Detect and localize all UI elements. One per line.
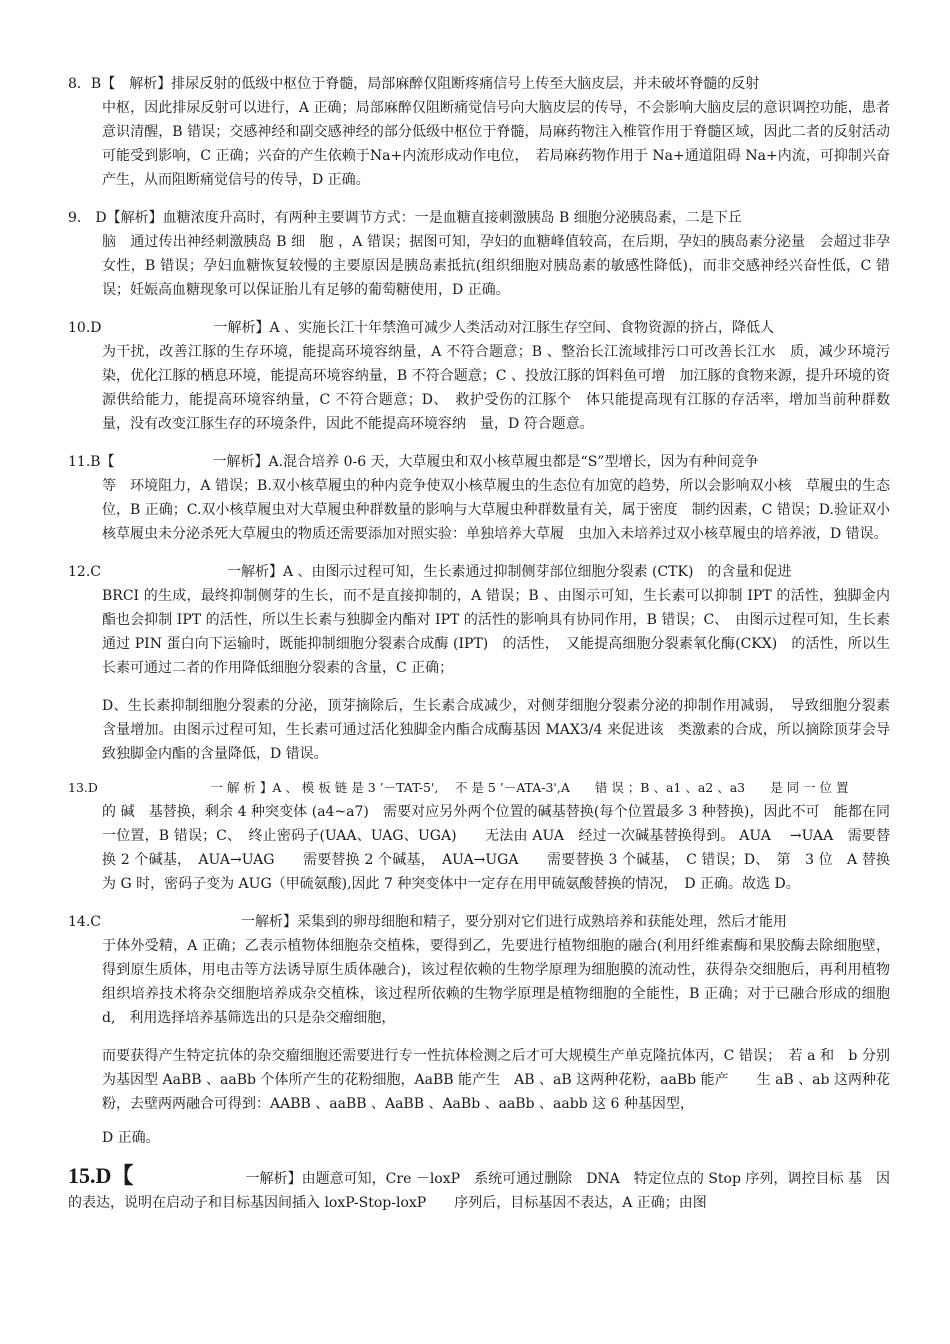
answer-12-first-line: 12.C 一解析】A 、由图示过程可知，生长素通过抑制侧芽部位细胞分裂素 (CTK) 的含量和促进	[68, 564, 792, 580]
answer-9-body: 脑 通过传出神经刺激胰岛 B 细 胞 ，A 错误；据图可知，孕妇的血糖峰值较高，在后期，孕妇的胰岛素分泌量 会超过非孕女性，B 错误；孕妇血糖恢复较慢的主要原因是胰岛素抵抗(组织细胞对胰岛素的敏感性降低)，而非交感神经兴奋性低，C 错误；妊娠高血糖现象可以保证胎儿有足够的葡萄糖使用，D 正确。	[102, 234, 890, 298]
answer-item-15	[68, 1164, 890, 1215]
answer-11-first-line: 11.B【 一解析】A.混合培养 0-6 天，大草履虫和双小核草履虫都是“S”型增长，因为有种间竞争	[68, 454, 759, 470]
answer-12-continuation: D、生长素抑制细胞分裂素的分泌，顶芽摘除后，生长素合成减少，对侧芽细胞分裂素分泌的抑制作用减弱， 导致细胞分裂素含量增加。由图示过程可知，生长素可通过活化独脚金内酯合成酶基因 MAX3/4 来促进该 类激素的合成，所以摘除顶芽会导致独脚金内酯的含量降低，D 错误。	[102, 698, 890, 762]
answer-item-12	[68, 560, 890, 680]
answer-11-body: 等 环境阻力，A 错误；B.双小核草履虫的种内竞争使双小核草履虫的生态位有加宽的趋势，所以会影响双小核 草履虫的生态位，B 正确；C.双小核草履虫对大草履虫种群数量的影响与大草履虫种群数量有关，属于密度 制约因素，C 错误；D.验证双小核草履虫未分泌杀死大草履虫的物质还需要添加对照实验：单独培养大草履 虫加入未培养过双小核草履虫的培养液，D 错误。	[102, 478, 890, 542]
answer-14-conclusion: D 正确。	[102, 1130, 160, 1146]
answer-8-first-line: 8．B【 解析】排尿反射的低级中枢位于脊髓，局部麻醉仅阻断疼痛信号上传至大脑皮层，并未破坏脊髓的反射	[68, 76, 760, 92]
answer-8-body: 中枢，因此排尿反射可以进行，A 正确；局部麻醉仅阻断痛觉信号向大脑皮层的传导，不会影响大脑皮层的意识调控功能，患者意识清醒，B 错误；交感神经和副交感神经的部分低级中枢位于脊髓，局麻药物注入椎管作用于脊髓区域，因此二者的反射活动可能受到影响，C 正确；兴奋的产生依赖于Na+内流形成动作电位， 若局麻药物作用于 Na+通道阻碍 Na+内流，可抑制兴奋产生，从而阻断痛觉信号的传导，D 正确。	[102, 100, 890, 188]
answer-9-first-line: 9. D【解析】血糖浓度升高时，有两种主要调节方式：一是血糖直接刺激胰岛 B 细胞分泌胰岛素，二是下丘	[68, 210, 742, 226]
answer-15-first-line: 一解析】由题意可知，Cre －loxP 系统可通过删除 DNA 特定位点的 Stop 序列，调控目标	[133, 1171, 844, 1187]
answer-item-8	[68, 72, 890, 192]
answer-15-label: 15.D【	[68, 1163, 134, 1188]
answer-item-11	[68, 450, 890, 546]
answer-10-body: 为干扰，改善江豚的生存环境，能提高环境容纳量，A 不符合题意；B 、整治长江流域排污口可改善长江水 质，减少环境污染，优化江豚的栖息环境，能提高环境容纳量，B 不符合题意；C 、投放江豚的饵料鱼可增 加江豚的食物来源，提升环境的资源供给能力，能提高环境容纳量，C 不符合题意；D、 救护受伤的江豚个 体只能提高现有江豚的存活率，增加当前种群数量，没有改变江豚生存的环境条件，因此不能提高环境容纳 量，D 符合题意。	[102, 344, 890, 432]
answer-15-body: 基 因的表达，说明在启动子和目标基因间插入 loxP-Stop-loxP 序列后，目标基因不表达，A 正确；由图	[68, 1171, 891, 1211]
answer-14-continuation: 而要获得产生特定抗体的杂交瘤细胞还需要进行专一性抗体检测之后才可大规模生产单克隆抗体丙，C 错误； 若 a 和 b 分别为基因型 AaBB 、aaBb 个体所产生的花粉细胞，AaBB 能产生 AB 、aB 这两种花粉，aaBb 能产 生 aB 、ab 这两种花粉，去壁两两融合可得到：AABB 、aaBB 、AaBB 、AaBb 、aaBb 、aabb 这 6 种基因型，	[102, 1048, 890, 1112]
answer-item-10	[68, 316, 890, 436]
answer-14-body: 于体外受精，A 正确；乙表示植物体细胞杂交植株，要得到乙，先要进行植物细胞的融合(利用纤维素酶和果胶酶去除细胞壁，得到原生质体，用电击等方法诱导原生质体融合)，该过程依赖的生物学原理为细胞膜的流动性，获得杂交细胞后，再利用植物组织培养技术将杂交细胞培养成杂交植株，该过程所依赖的生物学原理是植物细胞的全能性，B 正确；对于已融合形成的细胞 d, 利用选择培养基筛选出的只是杂交瘤细胞，	[102, 938, 904, 1026]
answer-13-body: 的 碱 基替换，剩余 4 种突变体 (a4~a7) 需要对应另外两个位置的碱基替换(每个位置最多 3 种替换)，因此不可 能都在同一位置，B 错误；C、 终止密码子(UAA、UAG、UGA) 无法由 AUA 经过一次碱基替换得到。 AUA →UAA 需要替换 2 个碱基， AUA→UAG 需要替换 2 个碱基， AUA→UGA 需要替换 3 个碱基， C 错误；D、 第 3 位 A 替换为 G 时，密码子变为 AUG（甲硫氨酸),因此 7 种突变体中一定存在用甲硫氨酸替换的情况， D 正确。故选 D。	[102, 804, 890, 892]
answer-item-9	[68, 206, 890, 302]
answer-13-first-line: 13.D 一 解 析 】A 、 模 板 链 是 3 ’－TAT-5', 不 是 5 ’－ATA-3',A 错 误 ；B 、a1 、a2 、a3 是 同 一 位 置	[68, 780, 849, 795]
document-page	[68, 72, 904, 1215]
answer-12-body: BRCI 的生成，最终抑制侧芽的生长，而不是直接抑制的，A 错误；B 、由图示可知，生长素可以抑制 IPT 的活性，独脚金内酯也会抑制 IPT 的活性，所以生长素与独脚金内酯对 IPT 的活性的影响具有协同作用，B 错误；C、 由图示过程可知，生长素通过 PIN 蛋白向下运输时，既能抑制细胞分裂素合成酶 (IPT) 的活性， 又能提高细胞分裂素氧化酶(CKX) 的活性，所以生长素可通过二者的作用降低细胞分裂素的含量，C 正确；	[102, 588, 890, 676]
answer-item-13	[68, 776, 890, 896]
answer-10-first-line: 10.D 一解析】A 、实施长江十年禁渔可减少人类活动对江豚生存空间、食物资源的挤占，降低人	[68, 320, 775, 336]
answer-14-first-line: 14.C 一解析】采集到的卵母细胞和精子，要分别对它们进行成熟培养和获能处理，然后才能用	[68, 914, 787, 930]
answer-item-14	[68, 910, 904, 1030]
